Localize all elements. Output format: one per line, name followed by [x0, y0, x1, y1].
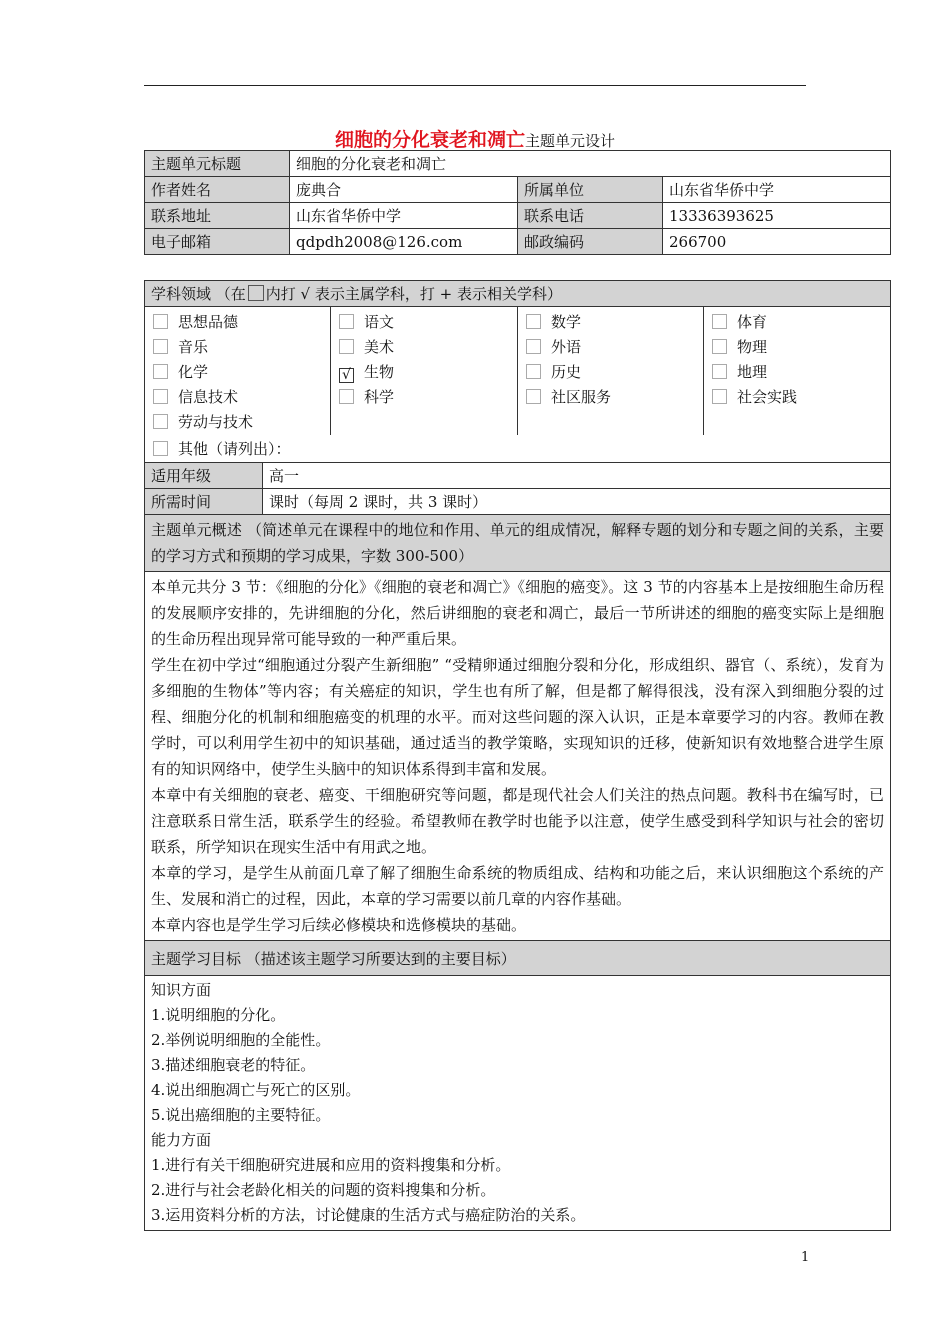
overview-body: [145, 572, 891, 941]
page-number: 1: [801, 1250, 810, 1265]
checkbox-icon[interactable]: [339, 389, 354, 404]
header-rule: [144, 85, 806, 86]
goal-line: 2.举例说明细胞的全能性。: [151, 1031, 331, 1049]
subject-item[interactable]: 劳动与技术: [153, 410, 330, 435]
org-label: 所属单位: [518, 177, 663, 203]
checkbox-icon[interactable]: [153, 414, 168, 429]
email-label: 电子邮箱: [145, 229, 290, 255]
subject-item[interactable]: 社区服务: [526, 385, 703, 410]
subject-item[interactable]: 体育: [712, 310, 890, 335]
title-suffix: 主题单元设计: [525, 132, 616, 150]
subject-item[interactable]: 美术: [339, 335, 517, 360]
subject-item[interactable]: 社会实践: [712, 385, 890, 410]
checkbox-icon[interactable]: [339, 339, 354, 354]
overview-paragraph: 学生在初中学过“细胞通过分裂产生新细胞” “受精卵通过细胞分裂和分化，形成组织、器官（、系统），发育为多细胞的生物体”等内容；有关癌症的知识，学生也有所了解，但是都了解得很浅，没有深入到细胞分裂的过程、细胞分化的机制和细胞癌变的机理的水平。而对这些问题的深入认识，正是本章要学习的内容。教师在教学时，可以利用学生初中的知识基础，通过适当的教学策略，实现知识的迁移，使新知识有效地整合进学生原有的知识网络中，使学生头脑中的知识体系得到丰富和发展。: [151, 656, 884, 778]
goal-line: 3.运用资料分析的方法，讨论健康的生活方式与癌症防治的关系。: [151, 1206, 586, 1224]
checkbox-icon[interactable]: [153, 441, 168, 456]
org-value: 山东省华侨中学: [663, 177, 891, 203]
checkbox-icon[interactable]: [153, 364, 168, 379]
subjects-header: [145, 281, 891, 307]
grade-label: 适用年级: [145, 463, 263, 489]
subject-item[interactable]: 物理: [712, 335, 890, 360]
subject-item[interactable]: 思想品德: [153, 310, 330, 335]
subject-item[interactable]: 科学: [339, 385, 517, 410]
goal-line: 知识方面: [151, 981, 212, 999]
subject-column-4: [704, 307, 891, 436]
subject-column-3: [518, 307, 704, 436]
goal-line: 2.进行与社会老龄化相关的问题的资料搜集和分析。: [151, 1181, 496, 1199]
postcode-value: 266700: [663, 229, 891, 255]
subjects-header-text-b: 内打 √ 表示主属学科，打 + 表示相关学科）: [265, 285, 562, 303]
checkbox-icon[interactable]: [153, 339, 168, 354]
overview-paragraph: 本章内容也是学生学习后续必修模块和选修模块的基础。: [151, 916, 527, 934]
subject-item[interactable]: 数学: [526, 310, 703, 335]
checkbox-icon[interactable]: [526, 364, 541, 379]
goal-line: 5.说出癌细胞的主要特征。: [151, 1106, 331, 1124]
phone-label: 联系电话: [518, 203, 663, 229]
overview-paragraph: 本章中有关细胞的衰老、癌变、干细胞研究等问题，都是现代社会人们关注的热点问题。教科书在编写时，已注意联系日常生活，联系学生的经验。希望教师在教学时也能予以注意，使学生感受到科学知识与社会的密切联系，所学知识在现实生活中有用武之地。: [151, 786, 884, 856]
author-label: 作者姓名: [145, 177, 290, 203]
checkbox-icon[interactable]: [339, 314, 354, 329]
goal-line: 4.说出细胞凋亡与死亡的区别。: [151, 1081, 361, 1099]
subject-item[interactable]: 信息技术: [153, 385, 330, 410]
address-value: 山东省华侨中学: [290, 203, 518, 229]
checked-checkbox-icon[interactable]: [339, 368, 354, 383]
document-title: [0, 125, 950, 152]
overview-paragraph: 本单元共分 3 节：《细胞的分化》《细胞的衰老和凋亡》《细胞的癌变》。这 3 节的内容基本上是按细胞生命历程的发展顺序安排的，先讲细胞的分化，然后讲细胞的衰老和凋亡，最后一节所讲述的细胞的癌变实际上是细胞的生命历程出现异常可能导致的一种严重后果。: [151, 578, 884, 648]
goal-line: 3.描述细胞衰老的特征。: [151, 1056, 316, 1074]
checkbox-icon[interactable]: [526, 339, 541, 354]
checkbox-icon[interactable]: [712, 389, 727, 404]
time-label: 所需时间: [145, 489, 263, 515]
unit-title-label: 主题单元标题: [145, 151, 290, 177]
subject-column-2: [331, 307, 518, 436]
overview-heading: 主题单元概述 （简述单元在课程中的地位和作用、单元的组成情况，解释专题的划分和专题之间的关系，主要的学习方式和预期的学习成果，字数 300-500）: [145, 515, 891, 572]
checkbox-icon[interactable]: [153, 314, 168, 329]
subject-other-label: 其他（请列出）：: [178, 440, 291, 458]
overview-paragraph: 本章的学习，是学生从前面几章了解了细胞生命系统的物质组成、结构和功能之后，来认识细胞这个系统的产生、发展和消亡的过程，因此，本章的学习需要以前几章的内容作基础。: [151, 864, 884, 908]
subject-item[interactable]: 历史: [526, 360, 703, 385]
grade-value: 高一: [263, 463, 891, 489]
unit-title-value: 细胞的分化衰老和凋亡: [290, 151, 891, 177]
goal-line: 1.说明细胞的分化。: [151, 1006, 286, 1024]
subject-item[interactable]: 外语: [526, 335, 703, 360]
address-label: 联系地址: [145, 203, 290, 229]
subjects-header-text-a: 学科领域 （在: [151, 285, 246, 303]
info-table: [144, 150, 891, 255]
subject-other-row: [145, 435, 891, 463]
time-value: 课时（每周 2 课时，共 3 课时）: [263, 489, 891, 515]
checkbox-icon[interactable]: [712, 339, 727, 354]
subject-column-1: [145, 307, 331, 436]
goals-body: [145, 976, 891, 1231]
checkbox-icon[interactable]: [153, 389, 168, 404]
title-main: 细胞的分化衰老和凋亡: [334, 129, 525, 151]
checkbox-icon[interactable]: [712, 314, 727, 329]
subject-item[interactable]: 化学: [153, 360, 330, 385]
phone-value: 13336393625: [663, 203, 891, 229]
email-value: qdpdh2008@126.com: [290, 229, 518, 255]
author-value: 庞典合: [290, 177, 518, 203]
checkbox-icon[interactable]: [712, 364, 727, 379]
subject-item[interactable]: 地理: [712, 360, 890, 385]
subject-item[interactable]: 音乐: [153, 335, 330, 360]
goal-line: 1.进行有关干细胞研究进展和应用的资料搜集和分析。: [151, 1156, 511, 1174]
checkbox-icon[interactable]: [526, 389, 541, 404]
goals-heading: 主题学习目标 （描述该主题学习所要达到的主要目标）: [145, 941, 891, 976]
checkbox-icon[interactable]: [526, 314, 541, 329]
subject-item[interactable]: 语文: [339, 310, 517, 335]
postcode-label: 邮政编码: [518, 229, 663, 255]
design-table: [144, 280, 891, 1231]
goal-line: 能力方面: [151, 1131, 212, 1149]
subject-item-checked[interactable]: √生物: [339, 360, 517, 385]
checkbox-sample-icon: [248, 285, 264, 301]
